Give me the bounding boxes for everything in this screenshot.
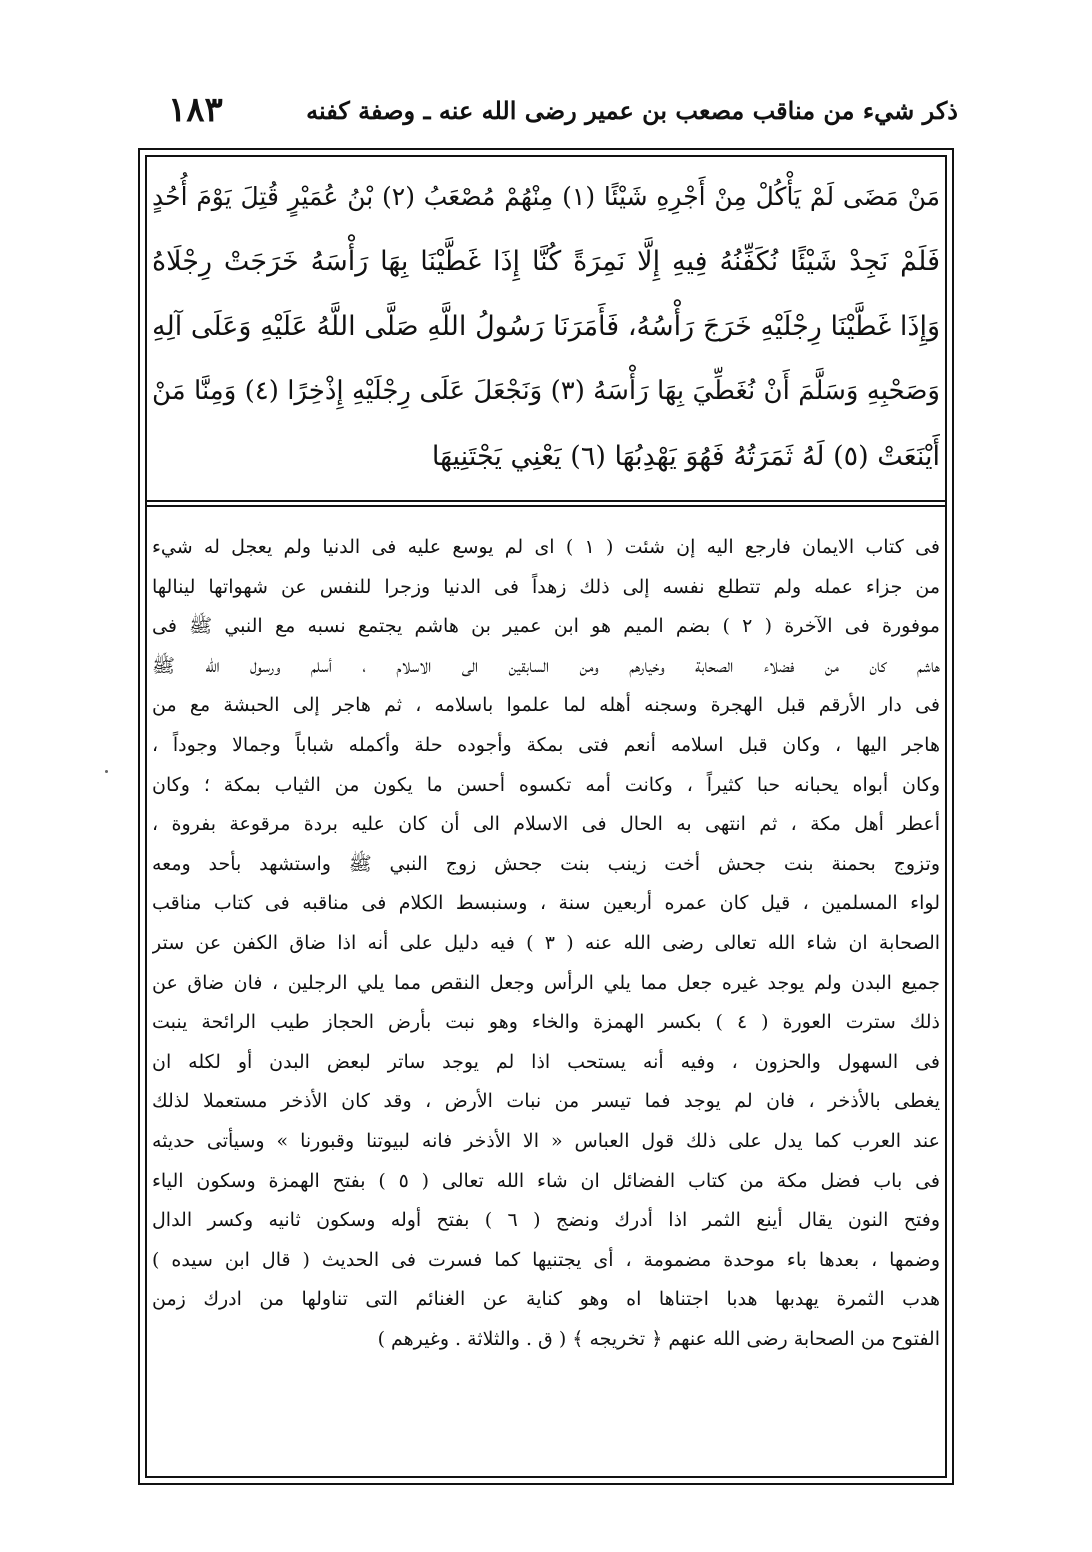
- commentary-line: هاجر اليها ، وكان قبل اسلامه أنعم فتى بمكة وأجوده حلة وأكمله شباباً وجمالا وجوداً ،: [152, 733, 940, 756]
- commentary-line: وفتح النون يقال أينع الثمر اذا أدرك ونضج ( ٦ ) بفتح أوله وسكون ثانيه وكسر الدال: [152, 1209, 940, 1232]
- commentary-text: [152, 528, 940, 1472]
- commentary-line: هدب الثمرة يهدبها هدبا اجتناها اه وهو كناية عن الغنائم التى تناولها من ادرك زمن: [152, 1288, 940, 1311]
- commentary-line: وضمها ، بعدها باء موحدة مضمومة ، أى يجتنيها كما فسرت فى الحديث ( قال ابن سيده ): [152, 1248, 940, 1271]
- commentary-line: هاشم كان من فضلاء الصحابة وخيارهم ومن السابقين الى الاسلام ، أسلم ورسول الله ﷺ: [152, 654, 940, 677]
- commentary-line: ذلك سترت العورة ( ٤ ) بكسر الهمزة والخاء وهو نبت بأرض الحجاز طيب الرائحة ينبت: [152, 1011, 940, 1034]
- commentary-line: جميع البدن ولم يوجد غيره جعل مما يلي الرأس وجعل النقص مما يلي الرجلين ، فان ضاق عن: [152, 971, 940, 994]
- page-number: ١٨٣: [168, 90, 223, 130]
- hadith-line: فَلَمْ نَجِدْ شَيْئًا نُكَفِّنُهُ فِيهِ إِلَّا نَمِرَةً كُنَّا إِذَا غَطَّيْنَا بِهَا رَأْسَهُ خَرَجَتْ رِجْلَاهُ: [152, 246, 940, 277]
- commentary-line: فى السهول والحزون ، وفيه أنه يستحب اذا لم يوجد ساتر لبعض البدن أو لكله ان: [152, 1050, 940, 1073]
- commentary-line: من جزاء عمله ولم تتطلع نفسه إلى ذلك زهداً فى الدنيا وزجرا للنفس عن شهواتها لينالها: [152, 575, 940, 598]
- commentary-line: الفتوح من الصحابة رضى الله عنهم ﴿ تخريجه ﴾ ( ق . والثلاثة . وغيرهم ): [377, 1327, 940, 1350]
- commentary-line: فى دار الأرقم قبل الهجرة وسجنه أهله لما علموا باسلامه ، ثم هاجر إلى الحبشة مع من: [152, 694, 940, 717]
- commentary-line: عند العرب كما يدل على ذلك قول العباس « الا الأذخر فانه لبيوتنا وقبورنا » وسيأتى حديثه: [152, 1129, 940, 1152]
- commentary-line: وتزوج بحمنة بنت جحش أخت زينب بنت جحش زوج النبي ﷺ واستشهد بأحد ومعه: [152, 852, 940, 875]
- hadith-line: مَنْ مَضَى لَمْ يَأْكُلْ مِنْ أَجْرِهِ شَيْئًا (١) مِنْهُمْ مُصْعَبُ (٢) بْنُ عُمَيْرٍ قُتِلَ يَوْمَ أُحُدٍ: [152, 182, 940, 211]
- section-divider-bottom: [145, 505, 947, 507]
- hadith-line: أَيْنَعَتْ (٥) لَهُ ثَمَرَتُهُ فَهُوَ يَهْدِبُهَا (٦) يَعْنِي يَجْتَنِيهَا: [431, 441, 940, 472]
- margin-speck: [105, 770, 108, 773]
- hadith-line: وَصَحْبِهِ وَسَلَّمَ أَنْ نُغَطِّيَ بِهَا رَأْسَهُ (٣) وَنَجْعَلَ عَلَى رِجْلَيْهِ إِذْخِرًا (٤) وَمِنَّا مَنْ: [152, 376, 940, 406]
- commentary-line: أعطر أهل مكة ، ثم انتهى به الحال فى الاسلام الى أن كان عليه بردة مرقوعة بفروة ،: [152, 813, 940, 836]
- commentary-line: لواء المسلمين ، قيل كان عمره أربعين سنة ، وسنبسط الكلام فى مناقبه فى كتاب مناقب: [152, 892, 940, 915]
- commentary-line: وكان أبواه يحبانه حبا كثيراً ، وكانت أمه تكسوه أحسن ما يكون من الثياب بمكة ؛ وكان: [152, 773, 940, 796]
- section-divider-top: [145, 500, 947, 502]
- running-title: ذكر شيء من مناقب مصعب بن عمير رضى الله عنه ـ وصفة كفنه: [306, 96, 958, 125]
- hadith-text: [152, 164, 940, 492]
- commentary-line: فى كتاب الايمان فارجع اليه إن شئت ( ١ ) اى لم يوسع عليه فى الدنيا ولم يعجل له شيء: [152, 536, 940, 558]
- commentary-line: موفورة فى الآخرة ( ٢ ) بضم الميم هو ابن عمير بن هاشم يجتمع نسبه مع النبي ﷺ فى: [152, 615, 940, 638]
- commentary-line: يغطى بالأذخر ، فان لم يوجد فما تيسر من نبات الأرض ، وقد كان الأذخر مستعملا لذلك: [152, 1090, 940, 1113]
- commentary-line: فى باب فضل مكة من كتاب الفضائل ان شاء الله تعالى ( ٥ ) بفتح الهمزة وسكون الياء: [152, 1169, 940, 1192]
- hadith-line: وَإِذَا غَطَّيْنَا رِجْلَيْهِ خَرَجَ رَأْسُهُ، فَأَمَرَنَا رَسُولُ اللَّهِ صَلَّى اللَّهُ عَلَيْهِ وَعَلَى آلِهِ: [152, 311, 940, 342]
- page-header: [130, 86, 958, 136]
- commentary-line: الصحابة ان شاء الله تعالى رضى الله عنه ( ٣ ) فيه دليل على أنه اذا ضاق الكفن عن ستر: [152, 931, 940, 954]
